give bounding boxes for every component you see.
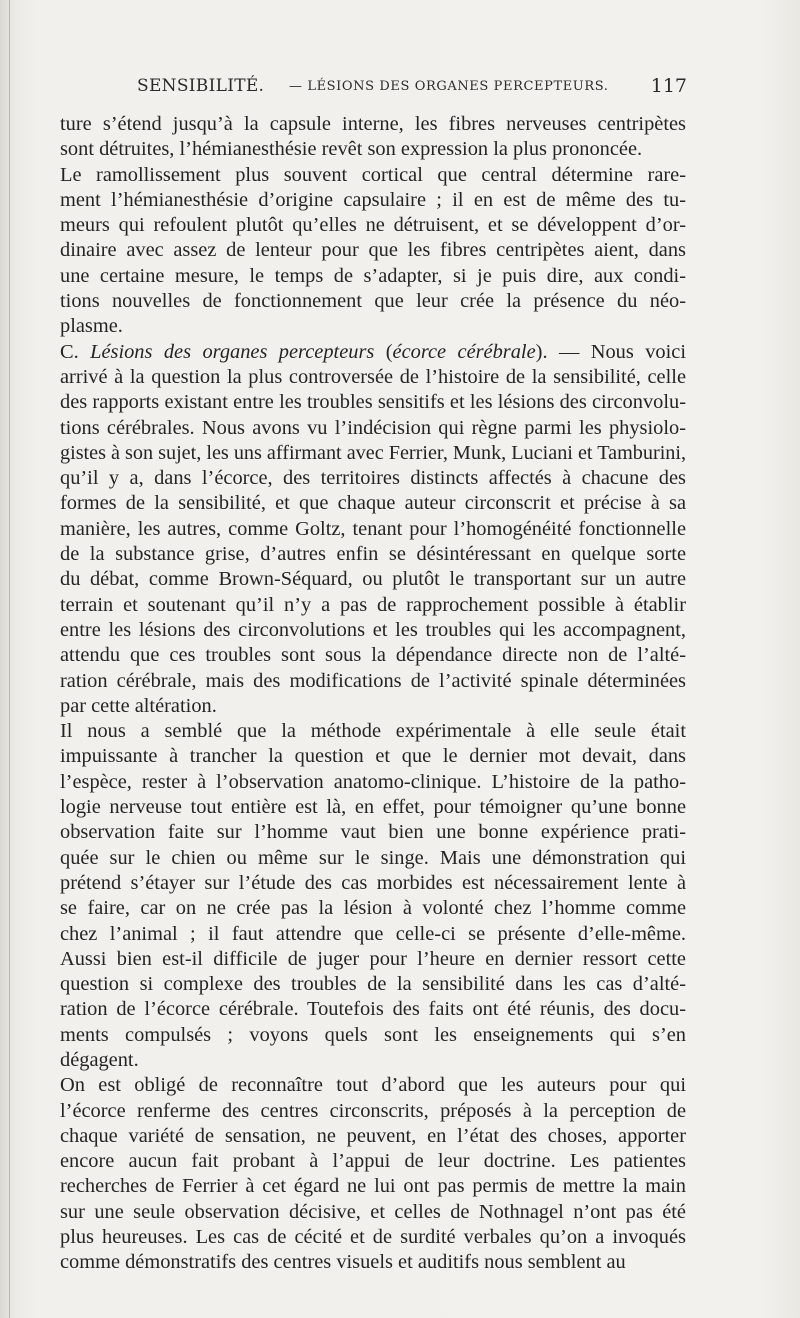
text-line: recherches de Ferrier à cet égard ne lui ont pas permis de mettre la main	[60, 1175, 686, 1198]
text-line: Aussi bien est-il difficile de juger pour l’heure en dernier ressort cette	[60, 947, 686, 970]
paragraph	[60, 112, 686, 163]
text-line: des rapports existant entre les troubles sensitifs et les lésions des circonvolu-	[60, 391, 686, 414]
header-subtitle: — LÉSIONS DES ORGANES PERCEPTEURS.	[289, 79, 609, 94]
paragraph	[60, 163, 686, 340]
text-line: sont détruites, l’hémianesthésie revêt son expression la plus prononcée.	[60, 138, 643, 161]
text-line: attendu que ces troubles sont sous la dépendance directe non de l’alté-	[60, 644, 686, 667]
text-line: arrivé à la question la plus controversée de l’histoire de la sensibilité, celle	[60, 365, 686, 388]
text-line: formes de la sensibilité, et que chaque auteur circonscrit et précise à sa	[60, 492, 686, 515]
text-line: Il nous a semblé que la méthode expérimentale à elle seule était	[60, 720, 686, 743]
text-line: chez l’animal ; il faut attendre que celle-ci se présente d’elle-même.	[60, 922, 686, 945]
text-line: tions cérébrales. Nous avons vu l’indécision qui règne parmi les physiolo-	[60, 416, 686, 439]
binding-gutter	[9, 0, 10, 1318]
text-line: ration de l’écorce cérébrale. Toutefois des faits ont été réunis, des docu-	[60, 998, 686, 1021]
text-line: question si complexe des troubles de la sensibilité dans les cas d’alté-	[60, 973, 686, 996]
paragraph	[60, 719, 686, 1073]
running-header	[137, 72, 687, 104]
text-line: gistes à son sujet, les uns affirmant avec Ferrier, Munk, Luciani et Tamburini,	[60, 441, 686, 464]
text-line: prétend s’étayer sur l’étude des cas morbides est nécessairement lente à	[60, 871, 686, 894]
text-line: entre les lésions des circonvolutions et les troubles qui les accompagnent,	[60, 618, 686, 641]
body-text	[60, 112, 686, 1276]
text-line: C. Lésions des organes percepteurs (écorce cérébrale). — Nous voici	[60, 340, 686, 363]
text-line: de la substance grise, d’autres enfin se désintéressant en quelque sorte	[60, 543, 686, 566]
text-line: ration cérébrale, mais des modifications de l’activité spinale déterminées	[60, 669, 686, 692]
text-line: du débat, comme Brown-Séquard, ou plutôt le transportant sur un autre	[60, 568, 686, 591]
text-line: meurs qui refoulent plutôt qu’elles ne détruisent, et se développent d’or-	[60, 214, 686, 237]
text-line: observation faite sur l’homme vaut bien une bonne expérience prati-	[60, 821, 686, 844]
text-line: qu’il y a, dans l’écorce, des territoires distincts affectés à chacune des	[60, 467, 686, 490]
text-line: impuissante à trancher la question et que le dernier mot devait, dans	[60, 745, 686, 768]
text-line: sur une seule observation décisive, et celles de Nothnagel n’ont pas été	[60, 1200, 686, 1223]
header-title: SENSIBILITÉ.	[137, 76, 265, 96]
text-line: ment l’hémianesthésie d’origine capsulaire ; il en est de même des tu-	[60, 188, 686, 211]
text-line: dégagent.	[60, 1048, 139, 1071]
text-line: plus heureuses. Les cas de cécité et de surdité verbales qu’on a invoqués	[60, 1226, 686, 1249]
text-line: chaque variété de sensation, ne peuvent, en l’état des choses, apporter	[60, 1124, 686, 1147]
text-line: par cette altération.	[60, 694, 217, 717]
text-line: l’espèce, rester à l’observation anatomo-clinique. L’histoire de la patho-	[60, 770, 686, 793]
paragraph	[60, 340, 686, 719]
text-line: quée sur le chien ou même sur le singe. Mais une démonstration qui	[60, 846, 686, 869]
text-line: Le ramollissement plus souvent cortical que central détermine rare-	[60, 163, 686, 186]
text-line: tions nouvelles de fonctionnement que leur crée la présence du néo-	[60, 290, 686, 313]
text-line: comme démonstratifs des centres visuels et auditifs nous semblent au	[60, 1251, 626, 1274]
text-line: ments compulsés ; voyons quels sont les enseignements qui s’en	[60, 1023, 686, 1046]
text-line: se faire, car on ne crée pas la lésion à volonté chez l’homme comme	[60, 897, 686, 920]
text-line: On est obligé de reconnaître tout d’abord que les auteurs pour qui	[60, 1074, 686, 1097]
text-line: dinaire avec assez de lenteur pour que les fibres centripètes aient, dans	[60, 239, 686, 262]
text-line: terrain et soutenant qu’il n’y a pas de rapprochement possible à établir	[60, 593, 686, 616]
text-line: une certaine mesure, le temps de s’adapter, si je puis dire, aux condi-	[60, 264, 686, 287]
text-line: plasme.	[60, 315, 123, 338]
page-number: 117	[650, 75, 687, 97]
text-line: l’écorce renferme des centres circonscrits, préposés à la perception de	[60, 1099, 686, 1122]
text-line: logie nerveuse tout entière est là, en effet, pour témoigner qu’une bonne	[60, 796, 686, 819]
text-line: encore aucun fait probant à l’appui de leur doctrine. Les patientes	[60, 1150, 686, 1173]
text-line: ture s’étend jusqu’à la capsule interne, les fibres nerveuses centripètes	[60, 113, 686, 135]
text-line: manière, les autres, comme Goltz, tenant pour l’homogénéité fonctionnelle	[60, 517, 686, 540]
paragraph	[60, 1073, 686, 1275]
